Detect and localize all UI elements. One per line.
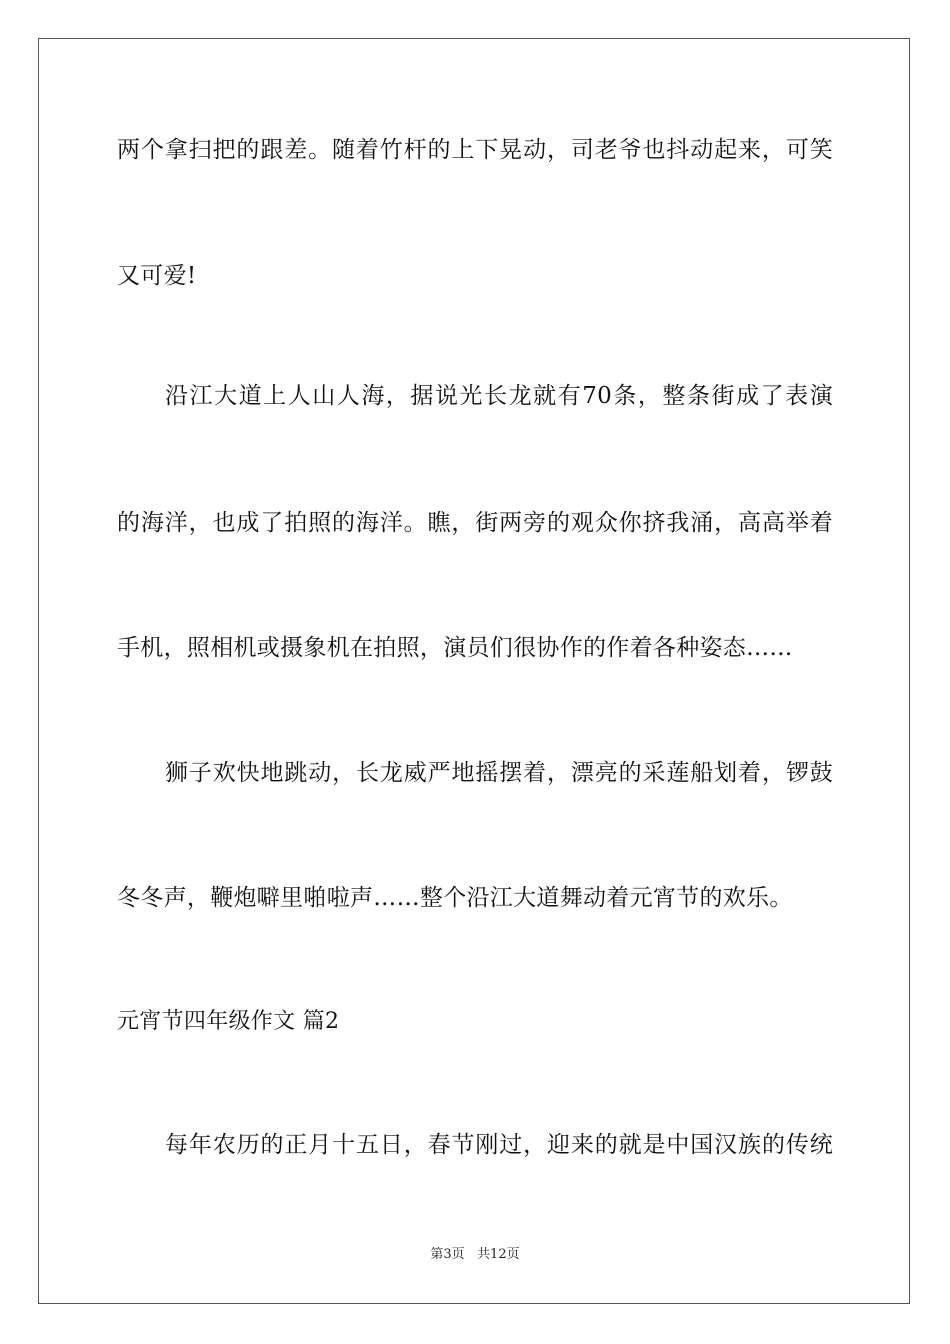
body-line-4: 的海洋，也成了拍照的海洋。瞧，街两旁的观众你挤我涌，高高举着: [117, 510, 833, 536]
body-line-9: 每年农历的正月十五日，春节刚过，迎来的就是中国汉族的传统: [165, 1132, 833, 1158]
page-number-label: 第3页 共12页: [430, 1247, 520, 1262]
body-line-3: 沿江大道上人山人海，据说光长龙就有70条，整条街成了表演: [165, 383, 833, 409]
body-line-1: 两个拿扫把的跟差。随着竹杆的上下晃动，司老爷也抖动起来，可笑: [117, 137, 833, 163]
page-border: [38, 38, 910, 1304]
body-line-5: 手机，照相机或摄象机在拍照，演员们很协作的作着各种姿态……: [117, 635, 793, 661]
body-line-2: 又可爱!: [117, 263, 197, 289]
page-footer: [0, 1246, 950, 1264]
body-line-7: 冬冬声，鞭炮噼里啪啦声……整个沿江大道舞动着元宵节的欢乐。: [117, 885, 793, 911]
section-heading: 元宵节四年级作文 篇2: [117, 1009, 340, 1034]
body-line-6: 狮子欢快地跳动，长龙威严地摇摆着，漂亮的采莲船划着，锣鼓: [165, 760, 833, 786]
